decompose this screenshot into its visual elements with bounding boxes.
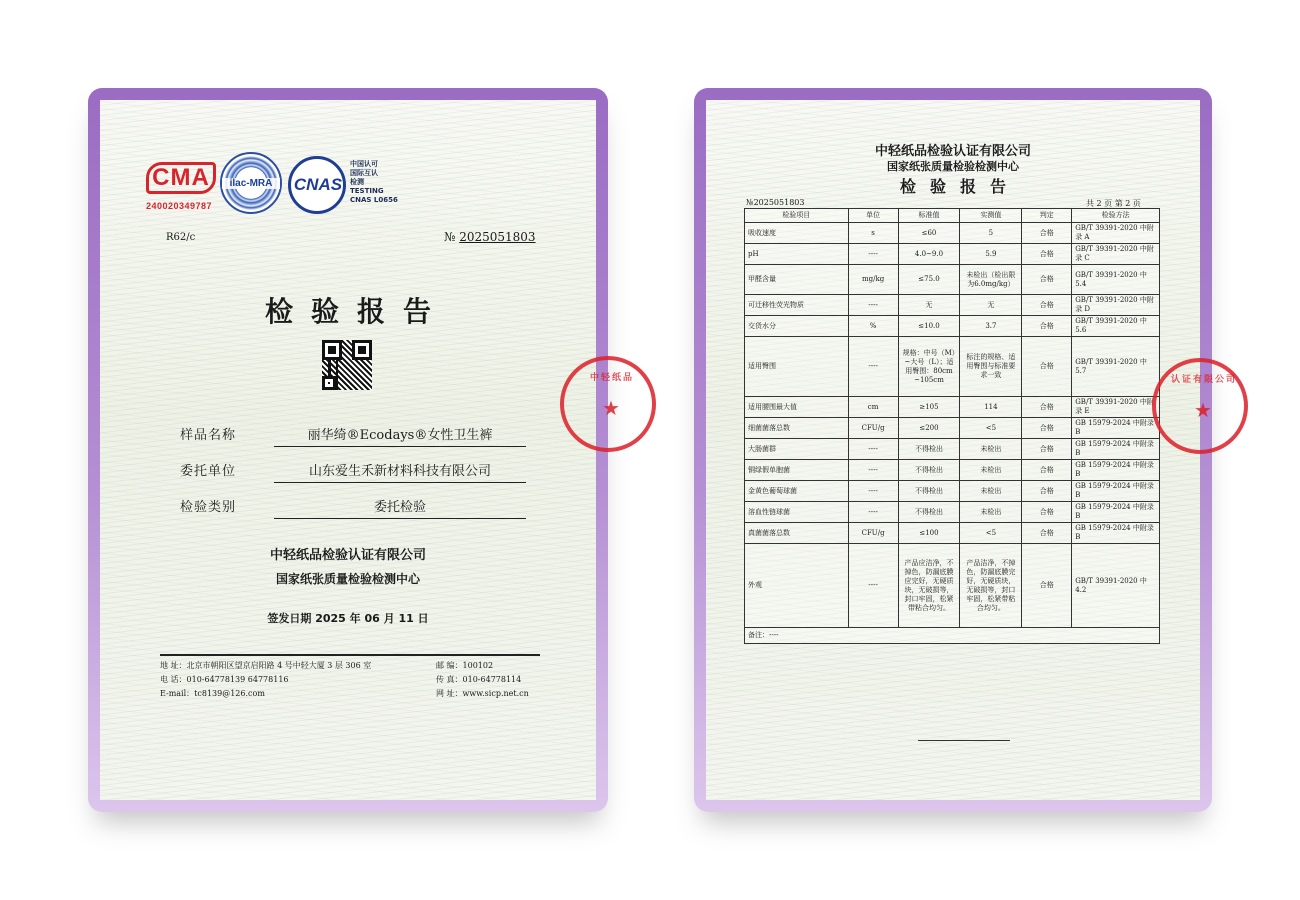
table-row <box>745 439 1160 460</box>
field-value: 丽华绮®Ecodays®女性卫生裤 <box>307 428 493 443</box>
cma-logo: CMA <box>146 162 216 194</box>
field-value: 委托检验 <box>373 500 426 515</box>
issue-date: 签发日期 2025 年 06 月 11 日 <box>267 612 429 625</box>
cma-number: 240020349787 <box>146 201 213 211</box>
cell-item: 适用臀围 <box>745 337 849 397</box>
header-result: 判定 <box>1022 209 1072 223</box>
table-row <box>745 295 1160 316</box>
field-client <box>180 454 526 490</box>
cell-method: GB/T 39391-2020 中 5.6 <box>1072 316 1160 337</box>
organization-name: 中轻纸品检验认证有限公司 <box>874 144 1031 159</box>
cell-method: GB 15979-2024 中附录 B <box>1072 439 1160 460</box>
field-key: 样品名称 <box>180 428 237 443</box>
cell-item: 铜绿假单胞菌 <box>745 460 849 481</box>
report-title: 检验报告 <box>264 295 449 328</box>
cnas-label: CNAS <box>293 175 343 194</box>
red-seal <box>1152 358 1248 454</box>
cell-method: GB 15979-2024 中附录 B <box>1072 418 1160 439</box>
cell-item: 交货水分 <box>745 316 849 337</box>
header-unit: 单位 <box>848 209 898 223</box>
form-code: R62/c <box>166 232 196 243</box>
cell-item: 甲醛含量 <box>745 265 849 295</box>
contact-email[interactable]: E-mail：tc8139@126.com <box>160 689 265 698</box>
cell-result: 合格 <box>1022 244 1072 265</box>
cnas-side-line: 检测 <box>350 178 364 186</box>
cell-standard: ≤75.0 <box>898 265 960 295</box>
cnas-side-text <box>350 160 420 205</box>
header-standard: 标准值 <box>898 209 960 223</box>
report-number <box>444 230 536 244</box>
organization-name: 中轻纸品检验认证有限公司 <box>269 548 426 563</box>
cell-result: 合格 <box>1022 439 1072 460</box>
table-row <box>745 523 1160 544</box>
report-number-value: 2025051803 <box>459 230 536 244</box>
cell-standard: ≤10.0 <box>898 316 960 337</box>
field-key: 委托单位 <box>180 464 237 479</box>
cell-standard: 不得检出 <box>898 460 960 481</box>
table-body <box>745 223 1160 628</box>
cell-measured: <5 <box>960 418 1022 439</box>
cell-method: GB/T 39391-2020 中附录 C <box>1072 244 1160 265</box>
cell-method: GB 15979-2024 中附录 B <box>1072 460 1160 481</box>
cell-result: 合格 <box>1022 316 1072 337</box>
cell-result: 合格 <box>1022 295 1072 316</box>
table-note: 备注：---- <box>745 628 1160 644</box>
table-row <box>745 502 1160 523</box>
field-underline <box>274 518 526 519</box>
table-row <box>745 460 1160 481</box>
red-seal <box>560 356 656 452</box>
cell-standard: 4.0~9.0 <box>898 244 960 265</box>
report-title: 检验报告 <box>899 177 1020 196</box>
cell-standard: ≥105 <box>898 397 960 418</box>
qr-code[interactable] <box>322 340 372 390</box>
cell-measured: 标注的规格、适用臀围与标准要求一致 <box>960 337 1022 397</box>
table-row <box>745 397 1160 418</box>
table-row <box>745 544 1160 628</box>
cell-unit: s <box>848 223 898 244</box>
cnas-side-line: TESTING <box>350 187 384 195</box>
cell-result: 合格 <box>1022 460 1072 481</box>
cell-result: 合格 <box>1022 544 1072 628</box>
ilac-mra-label: ilac-MRA <box>222 178 280 189</box>
report-results-card <box>694 88 1237 812</box>
cell-standard: 不得检出 <box>898 481 960 502</box>
cnas-logo <box>288 156 346 214</box>
contact-postcode: 邮 编：100102 <box>436 661 494 670</box>
field-sample-name <box>180 418 526 454</box>
field-inspection-type <box>180 490 526 526</box>
cell-item: 真菌菌落总数 <box>745 523 849 544</box>
header-measured: 实测值 <box>960 209 1022 223</box>
cell-result: 合格 <box>1022 223 1072 244</box>
cell-item: 可迁移性荧光物质 <box>745 295 849 316</box>
cell-result: 合格 <box>1022 481 1072 502</box>
seal-star-icon: ★ <box>1194 398 1212 422</box>
cell-standard: 无 <box>898 295 960 316</box>
cell-unit: % <box>848 316 898 337</box>
cell-method: GB/T 39391-2020 中 4.2 <box>1072 544 1160 628</box>
report-number-prefix: № <box>444 230 456 244</box>
cell-measured: 5.9 <box>960 244 1022 265</box>
cell-measured: 114 <box>960 397 1022 418</box>
cell-unit: ---- <box>848 439 898 460</box>
center-name: 国家纸张质量检验检测中心 <box>275 572 420 586</box>
cell-method: GB 15979-2024 中附录 B <box>1072 502 1160 523</box>
cell-standard: ≤60 <box>898 223 960 244</box>
table-header-row <box>745 209 1160 223</box>
contact-phone: 电 话：010-64778139 64778116 <box>160 675 289 684</box>
cell-result: 合格 <box>1022 397 1072 418</box>
table-row <box>745 265 1160 295</box>
cell-item: 大肠菌群 <box>745 439 849 460</box>
signature-line <box>918 740 1010 741</box>
cell-unit: ---- <box>848 295 898 316</box>
field-value: 山东爱生禾新材料科技有限公司 <box>308 464 491 479</box>
cell-unit: ---- <box>848 460 898 481</box>
cell-measured: 3.7 <box>960 316 1022 337</box>
cell-standard: 不得检出 <box>898 502 960 523</box>
seal-text: 中轻纸品 <box>589 373 634 383</box>
table-row <box>745 418 1160 439</box>
cell-result: 合格 <box>1022 337 1072 397</box>
cell-item: 适用腰围最大值 <box>745 397 849 418</box>
contact-info <box>160 654 540 701</box>
cell-item: 细菌菌落总数 <box>745 418 849 439</box>
cell-measured: 未检出 <box>960 502 1022 523</box>
cell-unit: CFU/g <box>848 523 898 544</box>
cell-result: 合格 <box>1022 523 1072 544</box>
field-underline <box>274 482 526 483</box>
report-cover-card <box>88 88 634 812</box>
table-row <box>745 316 1160 337</box>
seal-text: 认证有限公司 <box>1170 375 1237 385</box>
cell-unit: cm <box>848 397 898 418</box>
table-row <box>745 223 1160 244</box>
cell-item: pH <box>745 244 849 265</box>
table-row <box>745 244 1160 265</box>
cell-item: 金黄色葡萄球菌 <box>745 481 849 502</box>
cell-unit: ---- <box>848 544 898 628</box>
cnas-side-line: 国际互认 <box>350 169 378 177</box>
cell-method: GB/T 39391-2020 中 5.7 <box>1072 337 1160 397</box>
contact-website[interactable]: 网 址：www.sicp.net.cn <box>436 689 529 698</box>
page-info: 共 2 页 第 2 页 <box>1086 199 1141 208</box>
cell-method: GB/T 39391-2020 中附录 D <box>1072 295 1160 316</box>
cell-item: 吸收速度 <box>745 223 849 244</box>
cell-result: 合格 <box>1022 418 1072 439</box>
cell-method: GB/T 39391-2020 中 5.4 <box>1072 265 1160 295</box>
sample-fields <box>180 418 526 526</box>
seal-star-icon: ★ <box>602 396 620 420</box>
cell-method: GB/T 39391-2020 中附录 E <box>1072 397 1160 418</box>
contact-address: 地 址：北京市朝阳区望京启阳路 4 号中轻大厦 3 层 306 室 <box>160 661 372 670</box>
cell-unit: ---- <box>848 244 898 265</box>
cell-standard: 规格：中号（M）~大号（L）；适用臀围：80cm ~105cm <box>898 337 960 397</box>
cnas-side-line: CNAS L0656 <box>350 196 398 204</box>
table-row <box>745 481 1160 502</box>
certification-logos <box>146 152 406 222</box>
cell-measured: 未检出 <box>960 481 1022 502</box>
cell-measured: 未检出 <box>960 439 1022 460</box>
table-row <box>745 337 1160 397</box>
header-method: 检验方法 <box>1072 209 1160 223</box>
cell-item: 溶血性链球菌 <box>745 502 849 523</box>
cell-unit: ---- <box>848 502 898 523</box>
cell-standard: ≤100 <box>898 523 960 544</box>
contact-fax: 传 真：010-64778114 <box>436 675 522 684</box>
cell-unit: mg/kg <box>848 265 898 295</box>
cell-standard: ≤200 <box>898 418 960 439</box>
field-key: 检验类别 <box>180 500 237 515</box>
cell-unit: ---- <box>848 337 898 397</box>
center-name: 国家纸张质量检验检测中心 <box>887 160 1019 173</box>
cell-standard: 不得检出 <box>898 439 960 460</box>
cell-measured: 无 <box>960 295 1022 316</box>
cell-method: GB 15979-2024 中附录 B <box>1072 523 1160 544</box>
report-number: №2025051803 <box>746 198 805 207</box>
field-underline <box>274 446 526 447</box>
ilac-mra-logo <box>220 152 282 214</box>
cell-item: 外观 <box>745 544 849 628</box>
cell-measured: 5 <box>960 223 1022 244</box>
cell-measured: <5 <box>960 523 1022 544</box>
cell-measured: 未检出（检出限为6.0mg/kg） <box>960 265 1022 295</box>
cell-method: GB 15979-2024 中附录 B <box>1072 481 1160 502</box>
table-note-row <box>745 628 1160 644</box>
cell-unit: ---- <box>848 481 898 502</box>
cell-method: GB/T 39391-2020 中附录 A <box>1072 223 1160 244</box>
cell-unit: CFU/g <box>848 418 898 439</box>
report-results-page <box>706 100 1237 800</box>
cell-result: 合格 <box>1022 265 1072 295</box>
cnas-side-line: 中国认可 <box>350 160 378 168</box>
header-item: 检验项目 <box>745 209 849 223</box>
cell-measured: 产品洁净，不掉色，防漏底膜完好，无硬质块，无破损等，封口牢固，松紧带粘合均匀。 <box>960 544 1022 628</box>
results-table <box>744 208 1160 644</box>
cell-measured: 未检出 <box>960 460 1022 481</box>
cell-standard: 产品应洁净，不掉色，防漏底膜应完好，无硬质块，无破损等，封口牢固，松紧带粘合均匀。 <box>898 544 960 628</box>
report-cover-page <box>100 100 634 800</box>
cell-result: 合格 <box>1022 502 1072 523</box>
